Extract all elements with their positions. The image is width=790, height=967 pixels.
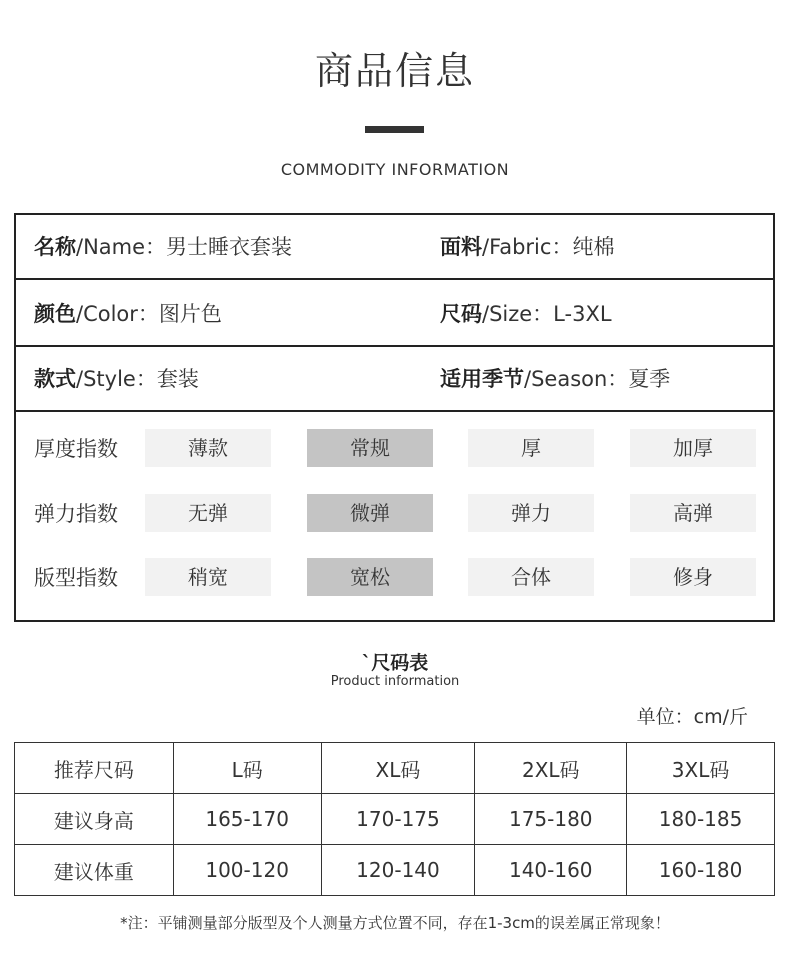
index-option: 稍宽	[145, 558, 271, 596]
page-subtitle: COMMODITY INFORMATION	[280, 160, 510, 179]
index-option: 加厚	[630, 429, 756, 467]
table-row	[15, 743, 775, 794]
index-option: 修身	[630, 558, 756, 596]
table-cell: 建议体重	[15, 845, 174, 896]
info-style: 款式/Style：套装	[34, 367, 199, 391]
info-row-color-size	[16, 282, 773, 347]
index-option-selected: 微弹	[307, 494, 433, 532]
index-option: 合体	[468, 558, 594, 596]
unit-label: 单位：cm/斤	[636, 706, 748, 728]
info-name: 名称/Name：男士睡衣套装	[34, 235, 293, 259]
table-cell: XL码	[321, 743, 475, 794]
table-cell: 120-140	[321, 845, 475, 896]
index-label: 厚度指数	[34, 437, 118, 461]
elasticity-index-row	[16, 494, 773, 534]
table-cell: 140-160	[475, 845, 627, 896]
index-option: 高弹	[630, 494, 756, 532]
fit-index-row	[16, 558, 773, 598]
index-option: 无弹	[145, 494, 271, 532]
table-cell: 180-185	[627, 794, 775, 845]
title-divider	[365, 126, 424, 133]
index-label: 版型指数	[34, 566, 118, 590]
index-option-selected: 常规	[307, 429, 433, 467]
table-cell: 165-170	[173, 794, 321, 845]
info-color: 颜色/Color：图片色	[34, 302, 222, 326]
index-option: 薄款	[145, 429, 271, 467]
info-fabric: 面料/Fabric：纯棉	[440, 235, 615, 259]
size-chart-subtitle: Product information	[330, 674, 460, 689]
table-cell: 170-175	[321, 794, 475, 845]
table-cell: 160-180	[627, 845, 775, 896]
index-option-selected: 宽松	[307, 558, 433, 596]
info-season: 适用季节/Season：夏季	[440, 367, 671, 391]
table-row	[15, 845, 775, 896]
size-table	[14, 742, 775, 896]
index-option: 弹力	[468, 494, 594, 532]
info-size: 尺码/Size：L-3XL	[440, 302, 612, 326]
index-option: 厚	[468, 429, 594, 467]
table-cell: 建议身高	[15, 794, 174, 845]
table-cell: 推荐尺码	[15, 743, 174, 794]
table-row	[15, 794, 775, 845]
info-row-name-fabric	[16, 215, 773, 280]
index-label: 弹力指数	[34, 502, 118, 526]
table-cell: L码	[173, 743, 321, 794]
table-cell: 2XL码	[475, 743, 627, 794]
info-row-style-season	[16, 347, 773, 412]
page-title: 商品信息	[314, 49, 475, 93]
measurement-note: *注：平铺测量部分版型及个人测量方式位置不同，存在1-3cm的误差属正常现象！	[120, 914, 670, 932]
size-chart-title: `尺码表	[361, 652, 429, 674]
commodity-info-box	[14, 213, 775, 622]
table-cell: 3XL码	[627, 743, 775, 794]
thickness-index-row	[16, 429, 773, 469]
table-cell: 175-180	[475, 794, 627, 845]
table-cell: 100-120	[173, 845, 321, 896]
